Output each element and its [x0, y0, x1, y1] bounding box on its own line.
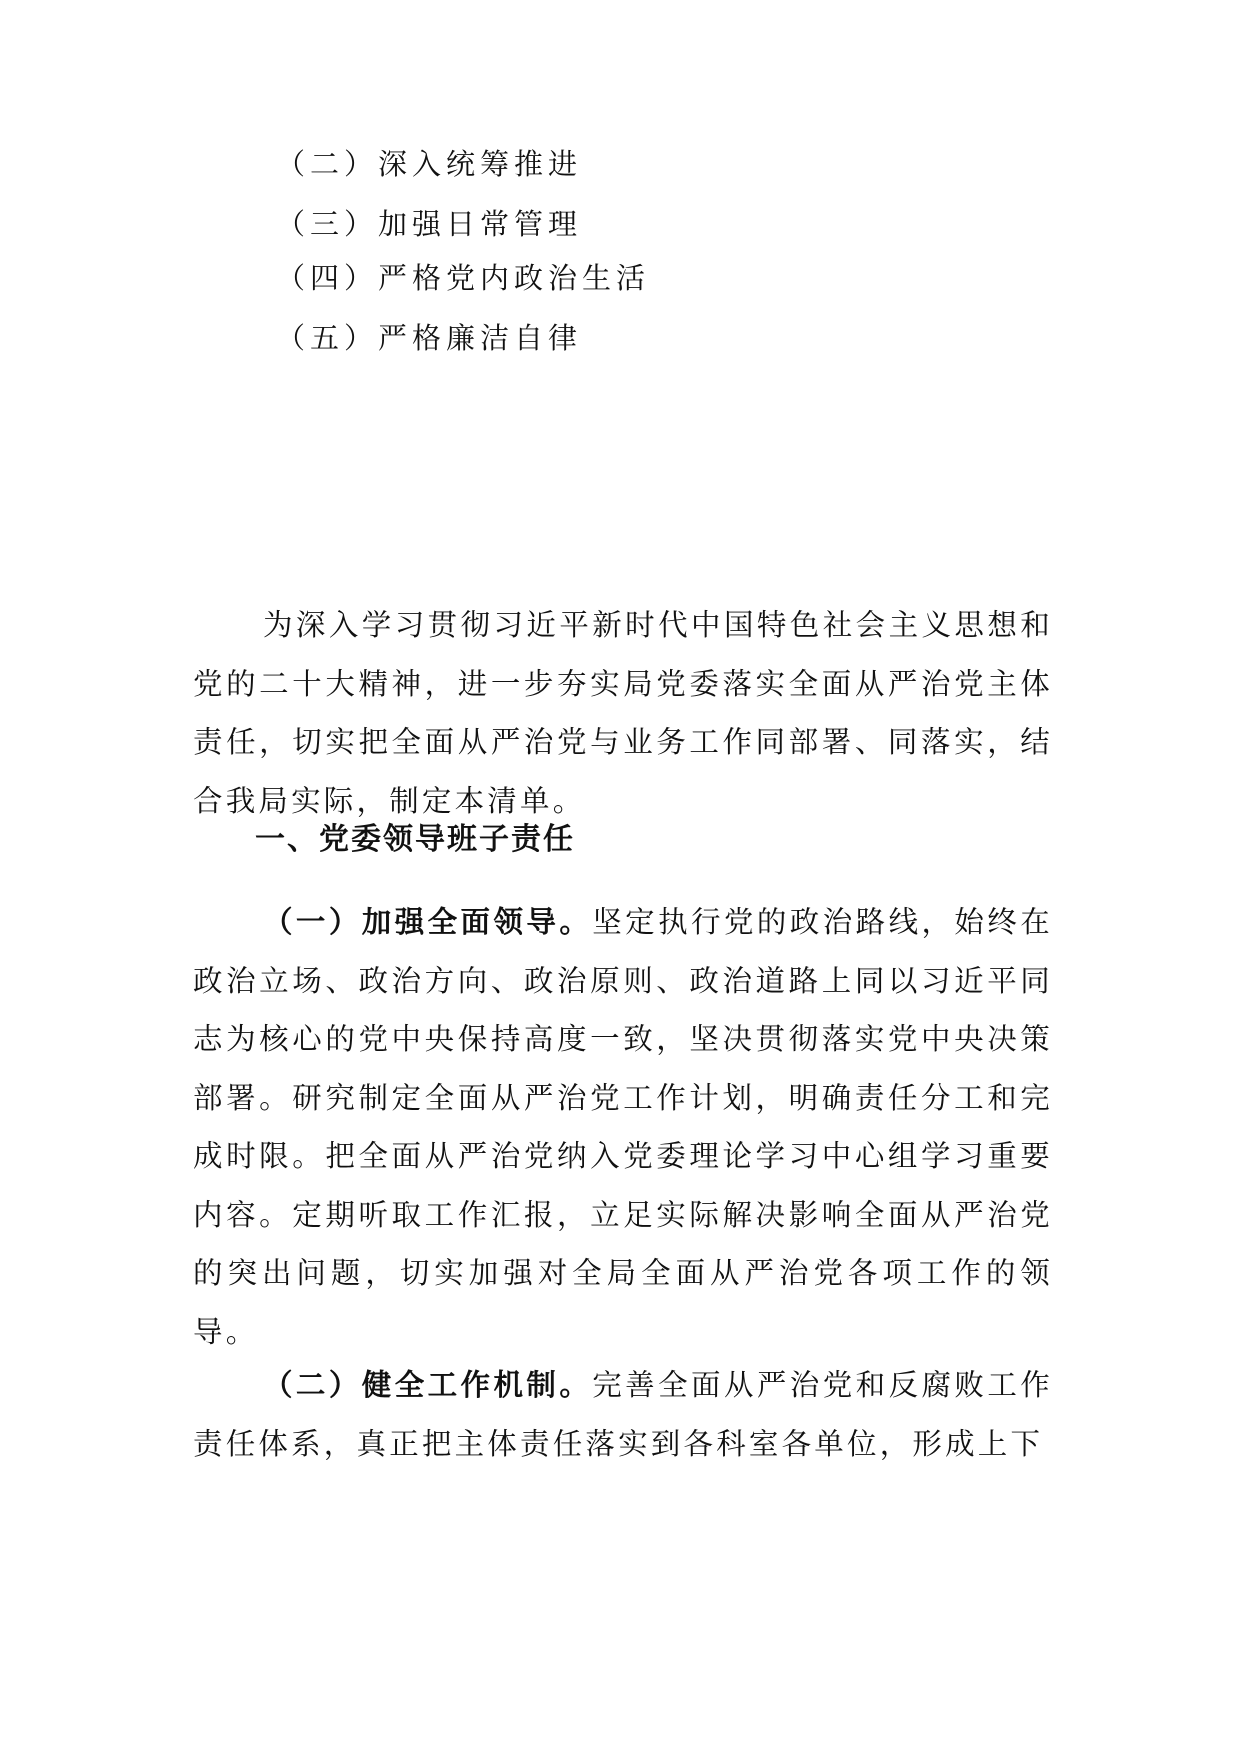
- section-heading: 一、党委领导班子责任: [255, 822, 575, 857]
- item-paragraph: [193, 1356, 1053, 1473]
- intro-paragraph: 为深入学习贯彻习近平新时代中国特色社会主义思想和党的二十大精神，进一步夯实局党委落实全面从严治党主体责任，切实把全面从严治党与业务工作同部署、同落实，结合我局实际，制定本清单。: [193, 608, 1053, 818]
- item-text: 坚定执行党的政治路线，始终在政治立场、政治方向、政治原则、政治道路上同以习近平同志为核心的党中央保持高度一致，坚决贯彻落实党中央决策部署。研究制定全面从严治党工作计划，明确责任分工和完成时限。把全面从严治党纳入党委理论学习中心组学习重要内容。定期听取工作汇报，立足实际解决影响全面从严治党的突出问题，切实加强对全局全面从严治党各项工作的领导。: [193, 905, 1053, 1349]
- toc-item: （四）严格党内政治生活: [276, 261, 651, 295]
- item-title: （一）加强全面领导。: [263, 905, 593, 939]
- item-paragraph: [193, 893, 1053, 1361]
- toc-item: （三）加强日常管理: [276, 207, 583, 241]
- item-text: 完善全面从严治党和反腐败工作责任体系，真正把主体责任落实到各科室各单位，形成上下: [193, 1368, 1053, 1461]
- toc-item: （二）深入统筹推进: [276, 147, 583, 181]
- item-title: （二）健全工作机制。: [263, 1368, 593, 1402]
- toc-item: （五）严格廉洁自律: [276, 321, 583, 355]
